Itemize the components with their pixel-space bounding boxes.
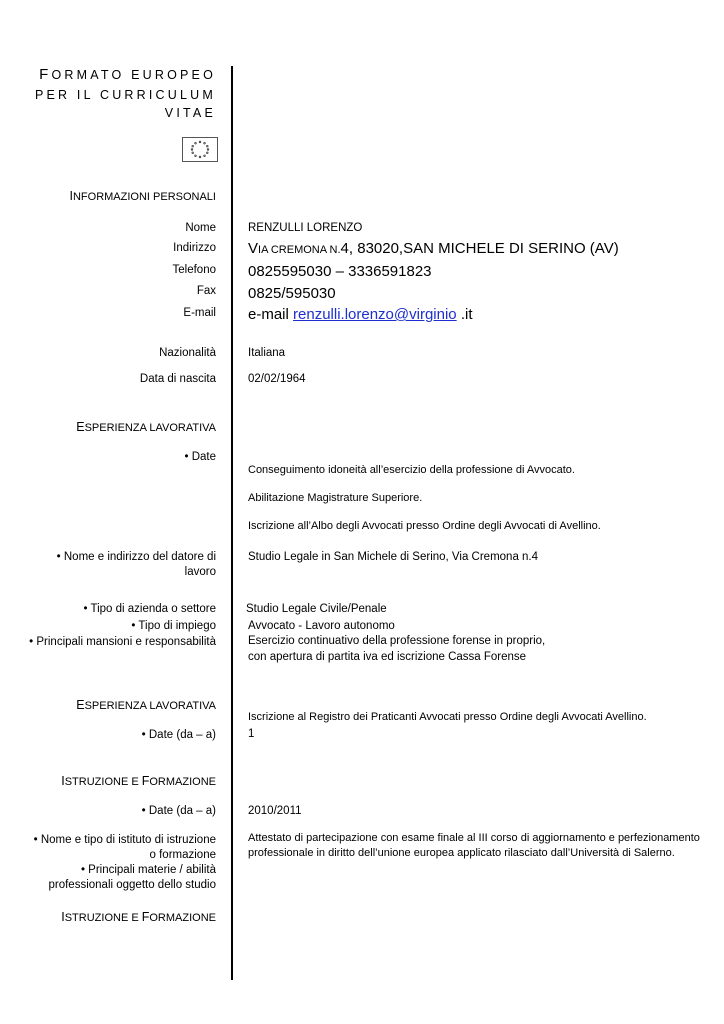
fax-label: Fax — [196, 285, 216, 297]
duties-value-line-1: Esercizio continuativo della professione forense in proprio, — [248, 635, 546, 647]
employer-label-line-1: • Nome e indirizzo del datore di — [56, 551, 216, 563]
edu-date-value: 2010/2011 — [248, 805, 302, 817]
employer-value: Studio Legale in San Michele di Serino, Via Cremona n.4 — [248, 551, 539, 563]
cv-title-line-1: FORMATO EUROPEO — [39, 66, 216, 83]
work2-date-value: 1 — [248, 728, 255, 740]
work2-date-label: • Date (da – a) — [141, 729, 216, 741]
job-type-value: Avvocato - Lavoro autonomo — [248, 620, 395, 632]
nationality-label: Nazionalità — [159, 347, 216, 359]
edu-subjects-label-line-1: • Principali materie / abilità — [80, 864, 216, 876]
cv-title-line-2: PER IL CURRICULUM — [34, 88, 216, 102]
edu-institution-label-line-1: • Nome e tipo di istituto di istruzione — [33, 834, 216, 846]
section-education: ISTRUZIONE E FORMAZIONE — [61, 774, 216, 788]
section-education-2: ISTRUZIONE E FORMAZIONE — [61, 910, 216, 924]
phone-value: 0825595030 – 3336591823 — [248, 263, 432, 280]
email-value: e-mail renzulli.lorenzo@virginio .it — [248, 306, 473, 323]
cv-title-line-3: VITAE — [164, 106, 216, 120]
work-date-label: • Date — [184, 451, 216, 463]
work-date-line-1: Conseguimento idoneità all’esercizio della professione di Avvocato. — [248, 464, 575, 476]
section-work-experience: ESPERIENZA LAVORATIVA — [76, 420, 216, 434]
address-value: VIA CREMONA N.4, 83020,SAN MICHELE DI SERINO (AV) — [248, 240, 619, 257]
work-date-line-2: Abilitazione Magistrature Superiore. — [248, 492, 423, 504]
edu-subjects-label-line-2: professionali oggetto dello studio — [48, 879, 216, 891]
name-value: RENZULLI LORENZO — [248, 222, 363, 234]
birth-date-value: 02/02/1964 — [248, 373, 306, 385]
duties-value-line-2: con apertura di partita iva ed iscrizione Cassa Forense — [248, 651, 527, 663]
sector-value: Studio Legale Civile/Penale — [246, 603, 387, 615]
email-label: E-mail — [183, 307, 216, 319]
email-link[interactable]: renzulli.lorenzo@virginio — [293, 306, 457, 323]
section-work-experience-2: ESPERIENZA LAVORATIVA — [76, 698, 216, 712]
vertical-divider — [231, 66, 233, 980]
eu-flag-icon — [182, 137, 218, 162]
birth-date-label: Data di nascita — [139, 373, 216, 385]
name-label: Nome — [185, 222, 216, 234]
work2-value: Iscrizione al Registro dei Praticanti Avvocati presso Ordine degli Avvocati Avellino. — [248, 711, 647, 723]
fax-value: 0825/595030 — [248, 285, 336, 302]
job-type-label: • Tipo di impiego — [131, 620, 216, 632]
edu-institution-label-line-2: o formazione — [149, 849, 216, 861]
edu-date-label: • Date (da – a) — [141, 805, 216, 817]
work-date-line-3: Iscrizione all’Albo degli Avvocati presso Ordine degli Avvocati di Avellino. — [248, 520, 601, 532]
edu-institution-value-line-1: Attestato di partecipazione con esame finale al III corso di aggiornamento e perfezionamento — [248, 832, 700, 844]
employer-label-line-2: lavoro — [184, 566, 216, 578]
nationality-value: Italiana — [248, 347, 286, 359]
duties-label: • Principali mansioni e responsabilità — [29, 636, 216, 648]
sector-label: • Tipo di azienda o settore — [83, 603, 216, 615]
section-personal-info: INFORMAZIONI PERSONALI — [69, 189, 216, 203]
phone-label: Telefono — [172, 264, 216, 276]
edu-institution-value-line-2: professionale in diritto dell’unione europea applicato rilasciato dall’Università di Salerno. — [248, 847, 675, 859]
address-label: Indirizzo — [173, 242, 216, 254]
